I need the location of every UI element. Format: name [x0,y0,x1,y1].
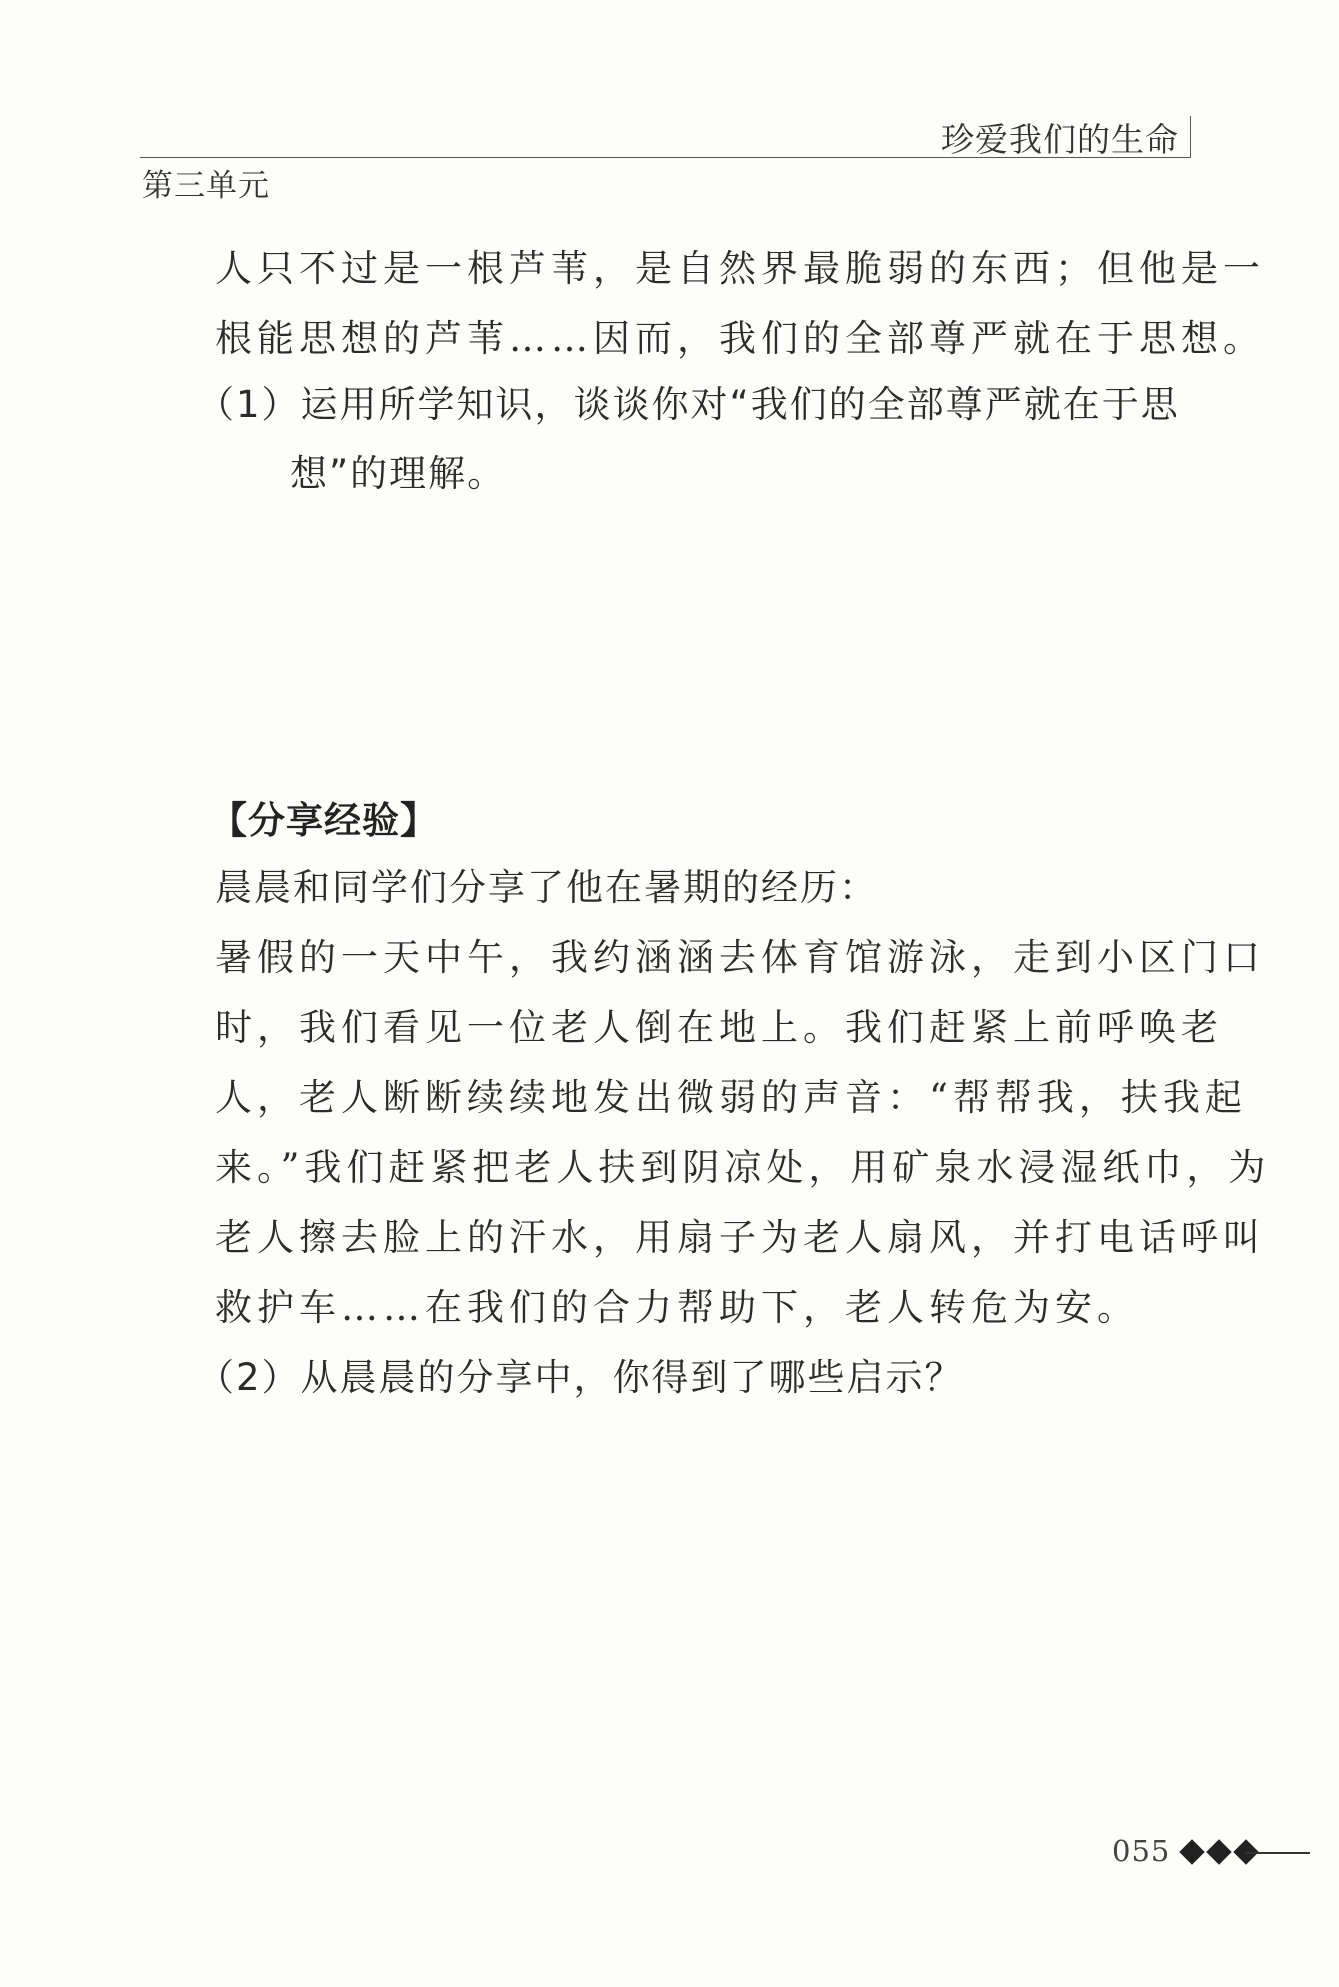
unit-title: 珍爱我们的生命 [941,120,1179,159]
story-line: 时，我们看见一位老人倒在地上。我们赶紧上前呼唤老 [215,1006,1223,1049]
story-line: 人，老人断断续续地发出微弱的声音：“帮帮我，扶我起 [215,1076,1247,1119]
diamond-icon [1206,1839,1231,1864]
story-line: 来。”我们赶紧把老人扶到阴凉处，用矿泉水浸湿纸巾，为 [215,1146,1271,1189]
unit-label: 第三单元 [142,168,270,204]
header-vertical-rule [1190,116,1191,158]
header-rule [140,157,1190,158]
story-line: 救护车……在我们的合力帮助下，老人转危为安。 [215,1286,1139,1329]
story-line: 老人擦去脸上的汗水，用扇子为老人扇风，并打电话呼叫 [215,1216,1265,1259]
question-1-line: 想”的理解。 [290,452,507,495]
question-1-line: （1）运用所学知识，谈谈你对“我们的全部尊严就在于思 [197,383,1180,426]
section-heading: 【分享经验】 [210,799,438,842]
question-2-line: （2）从晨晨的分享中，你得到了哪些启示？ [197,1356,964,1399]
passage-line: 根能思想的芦苇……因而，我们的全部尊严就在于思想。 [215,317,1265,360]
story-line: 暑假的一天中午，我约涵涵去体育馆游泳，走到小区门口 [215,936,1265,979]
passage-line: 人只不过是一根芦苇，是自然界最脆弱的东西；但他是一 [215,247,1265,290]
diamond-icon [1179,1839,1204,1864]
footer-rule [1245,1852,1310,1854]
section-intro: 晨晨和同学们分享了他在暑期的经历： [215,866,878,909]
page-number: 055 [1112,1834,1171,1868]
